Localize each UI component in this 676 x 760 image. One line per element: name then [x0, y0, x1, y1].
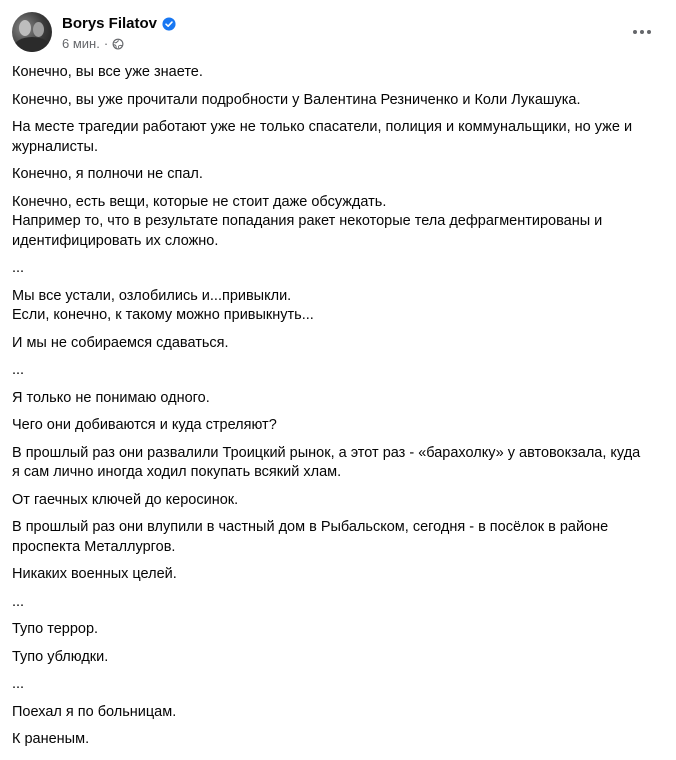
- post-paragraph: [12, 518, 662, 557]
- author-avatar[interactable]: [12, 12, 52, 52]
- paragraph-line: Например то, что в результате попадания ракет некоторые тела дефрагментированы и: [12, 213, 603, 229]
- paragraph-line: И мы не собираемся сдаваться.: [12, 334, 229, 351]
- post-paragraph: [12, 444, 662, 483]
- paragraph-line: ...: [12, 260, 25, 276]
- paragraph-line: Мы все устали, озлобились и...привыкли.: [12, 287, 292, 304]
- paragraph-line: Тупо ублюдки.: [12, 648, 109, 665]
- post-paragraph: [12, 648, 662, 668]
- paragraph-line: В прошлый раз они влупили в частный дом в Рыбальском, сегодня - в посёлок в районе: [12, 519, 609, 535]
- paragraph-line: Конечно, вы все уже знаете.: [12, 64, 203, 80]
- post-paragraph: [12, 63, 662, 83]
- paragraph-line: я сам лично иногда ходил покупать всякий хлам.: [12, 464, 342, 480]
- paragraph-line: От гаечных ключей до керосинок.: [12, 491, 239, 508]
- post-paragraph: [12, 416, 662, 436]
- post-paragraph: [12, 593, 662, 613]
- post-paragraph: [12, 91, 662, 111]
- post-paragraph: [12, 165, 662, 185]
- post-paragraph: [12, 118, 662, 157]
- post-paragraph: [12, 620, 662, 640]
- paragraph-line: Поехал я по больницам.: [12, 703, 177, 720]
- author-name[interactable]: Borys Filatov: [62, 15, 158, 32]
- post-paragraph: [12, 389, 662, 409]
- paragraph-line: Если, конечно, к такому можно привыкнуть...: [12, 307, 314, 323]
- paragraph-line: Конечно, вы уже прочитали подробности у Валентина Резниченко и Коли Лукашука.: [12, 91, 581, 108]
- post-paragraph: [12, 703, 662, 723]
- post-text: [12, 63, 662, 758]
- verified-badge-icon: [162, 17, 176, 31]
- author-name-row: [62, 15, 176, 33]
- post-paragraph: [12, 361, 662, 381]
- paragraph-line: В прошлый раз они развалили Троицкий рынок, а этот раз - «барахолку» у автовокзала, куда: [12, 444, 641, 461]
- more-dot: [640, 30, 644, 34]
- post-paragraph: [12, 259, 662, 279]
- post-paragraph: [12, 193, 662, 252]
- paragraph-line: К раненым.: [12, 731, 90, 747]
- paragraph-line: Конечно, есть вещи, которые не стоит даже обсуждать.: [12, 193, 387, 210]
- paragraph-line: ...: [12, 676, 25, 692]
- post-paragraph: [12, 287, 662, 326]
- post-meta: [62, 36, 124, 51]
- more-options-button[interactable]: [630, 24, 654, 40]
- post-paragraph: [12, 675, 662, 695]
- paragraph-line: идентифицировать их сложно.: [12, 232, 219, 249]
- paragraph-line: проспекта Металлургов.: [12, 538, 176, 555]
- paragraph-line: Чего они добиваются и куда стреляют?: [12, 417, 277, 433]
- paragraph-line: Никаких военных целей.: [12, 566, 177, 582]
- paragraph-line: ...: [12, 593, 25, 610]
- globe-icon: [112, 38, 124, 50]
- post-paragraph: [12, 565, 662, 585]
- more-dot: [647, 30, 651, 34]
- paragraph-line: Я только не понимаю одного.: [12, 389, 210, 406]
- paragraph-line: журналисты.: [12, 138, 98, 155]
- post-paragraph: [12, 491, 662, 511]
- paragraph-line: На месте трагедии работают уже не только спасатели, полиция и коммунальщики, но уже и: [12, 119, 633, 135]
- post-header: [12, 12, 664, 56]
- paragraph-line: ...: [12, 362, 25, 378]
- paragraph-line: Тупо террор.: [12, 621, 99, 637]
- more-dot: [633, 30, 637, 34]
- post-timestamp[interactable]: 6 мин.: [62, 36, 100, 51]
- paragraph-line: Конечно, я полночи не спал.: [12, 166, 203, 182]
- post-paragraph: [12, 334, 662, 354]
- meta-separator: ·: [103, 36, 109, 51]
- post-paragraph: [12, 730, 662, 750]
